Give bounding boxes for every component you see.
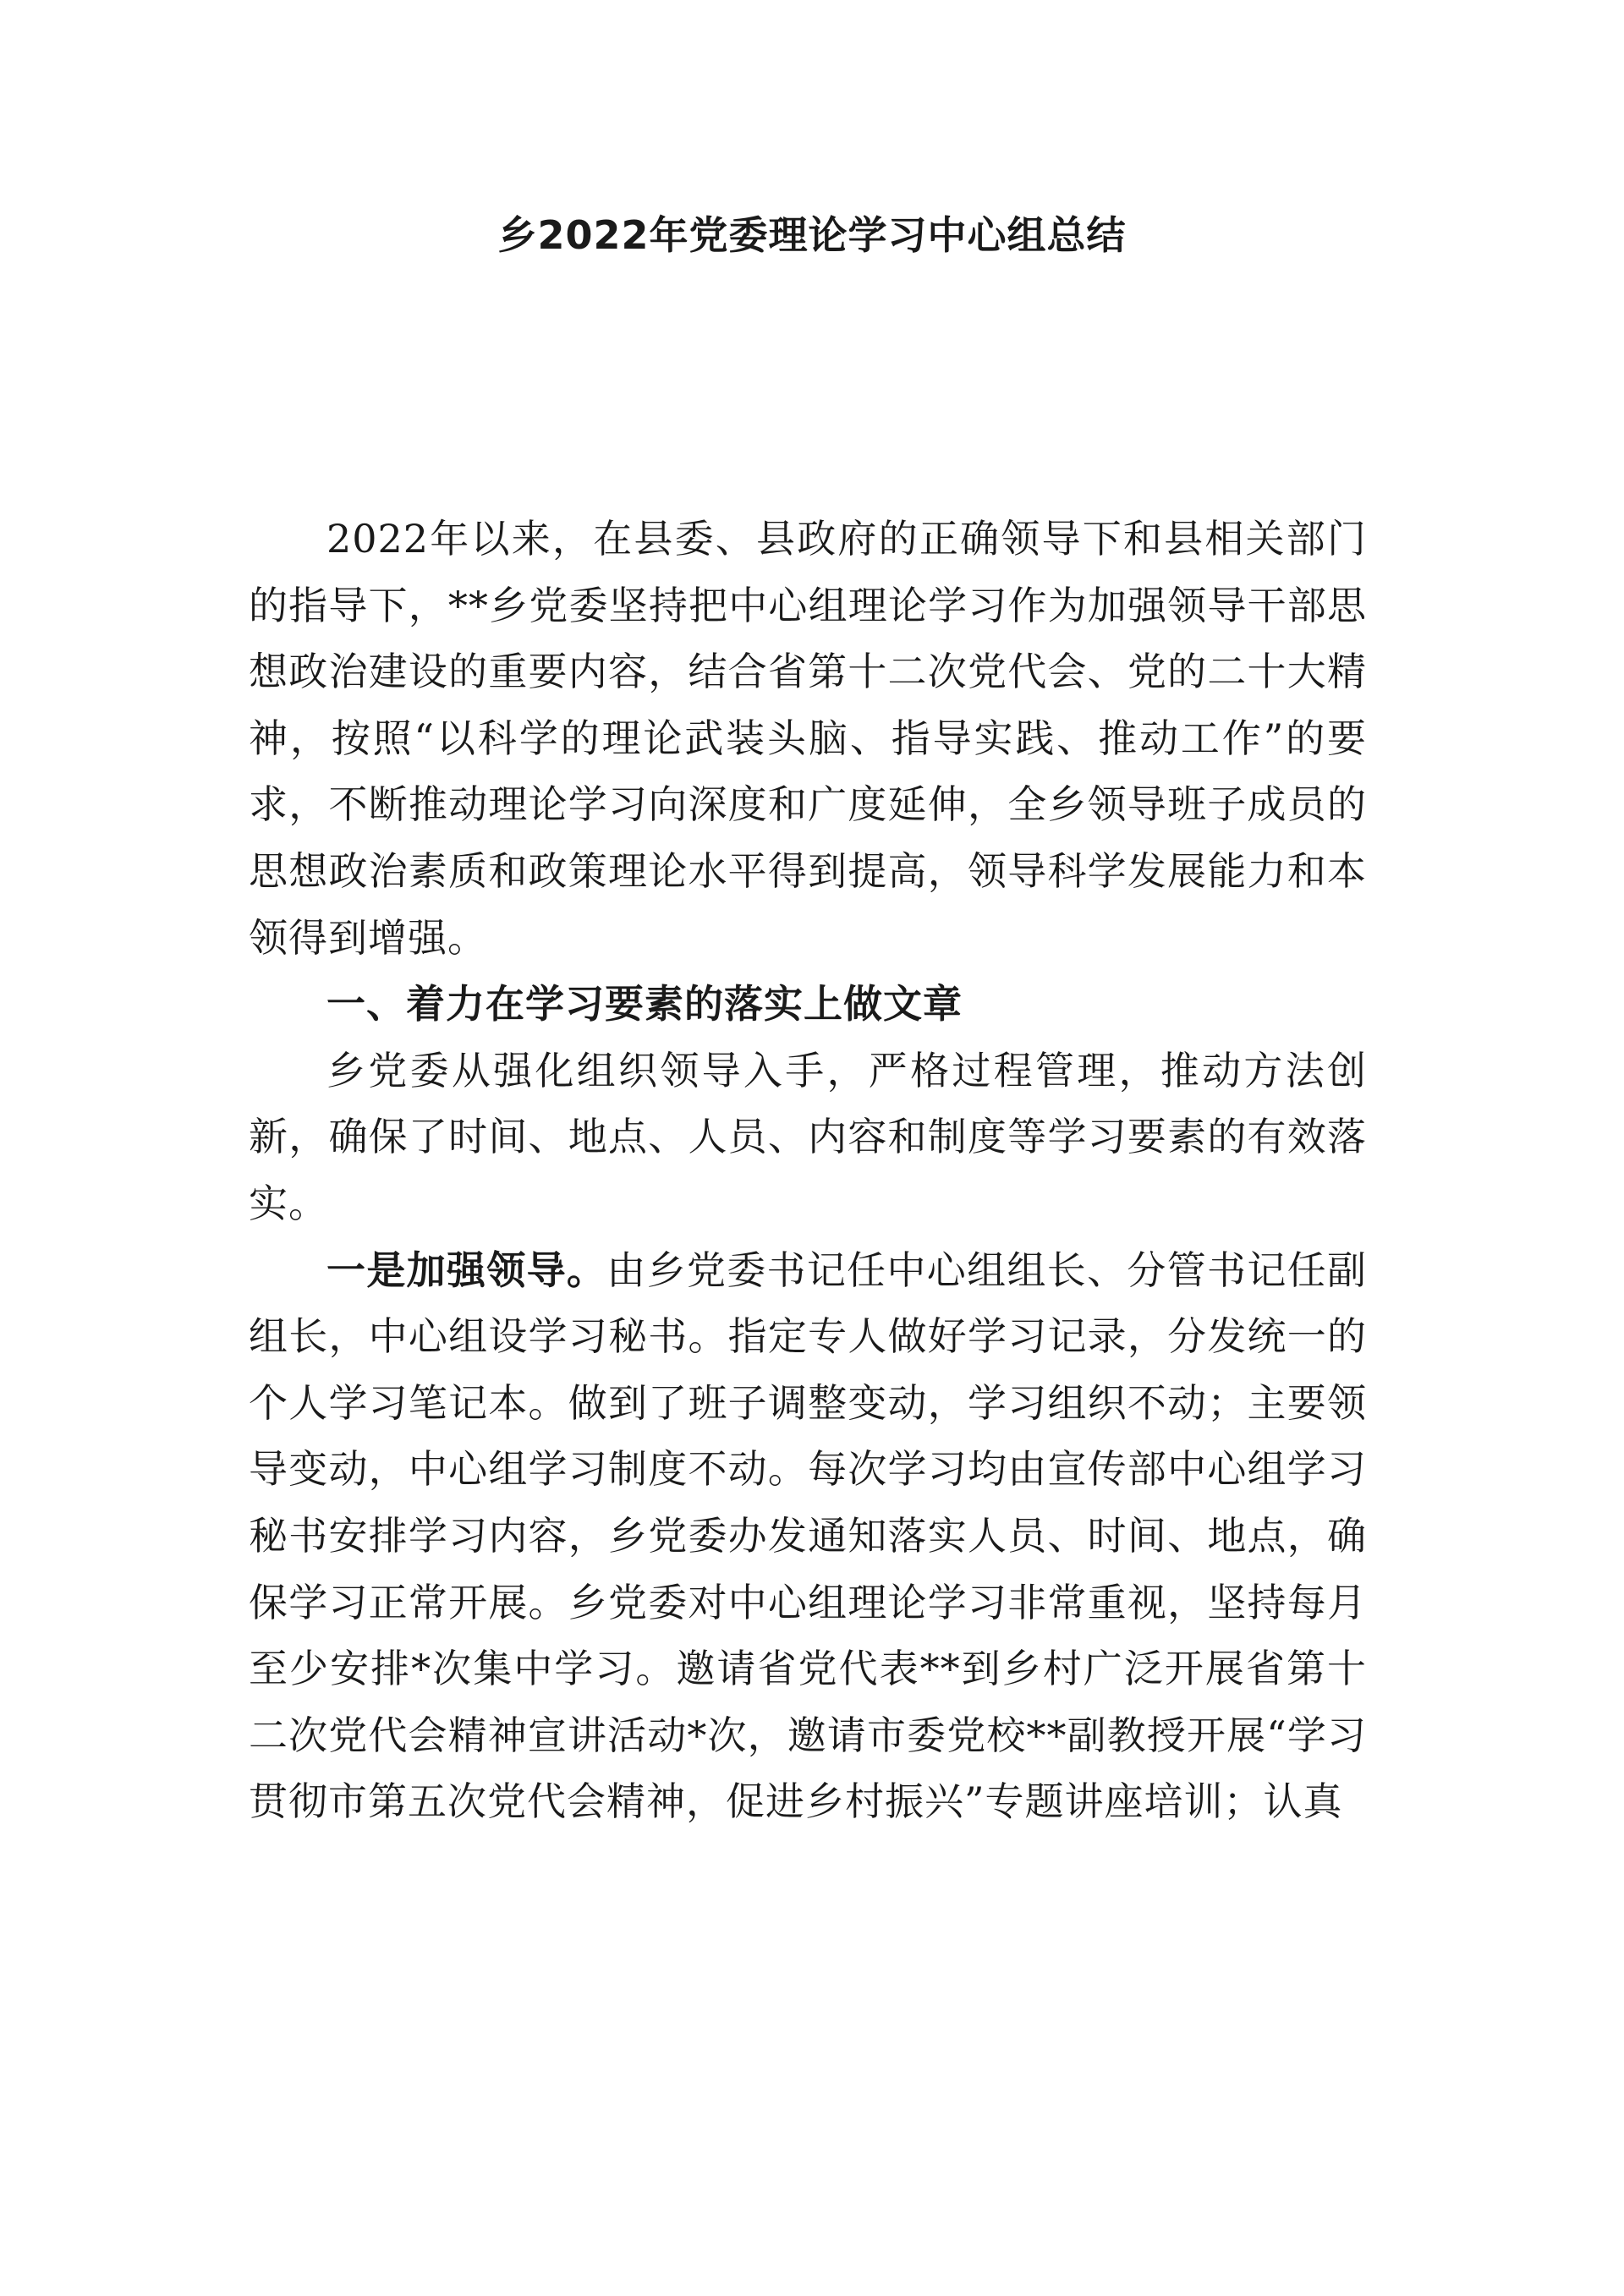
point-lead-text: 一是加强领导。 xyxy=(326,1247,607,1293)
section-intro-paragraph: 乡党委从强化组织领导入手，严格过程管理，推动方法创新，确保了时间、地点、人员、内容和制度等学习要素的有效落实。 xyxy=(249,1047,1367,1226)
point-paragraph xyxy=(249,1237,1367,1835)
document-body xyxy=(249,506,1367,1835)
section-heading: 一、着力在学习要素的落实上做文章 xyxy=(326,981,963,1027)
intro-paragraph: 2022年以来，在县委、县政府的正确领导下和县相关部门的指导下，**乡党委坚持把中心组理论学习作为加强领导干部思想政治建设的重要内容，结合省第十二次党代会、党的二十大精神，按照“以科学的理论武装头脑、指导实践、推动工作”的要求，不断推动理论学习向深度和广度延伸，全乡领导班子成员的思想政治素质和政策理论水平得到提高，领导科学发展能力和本领得到增强。 xyxy=(249,516,1367,961)
point-body-text: 由乡党委书记任中心组组长、分管书记任副组长，中心组设学习秘书。指定专人做好学习记录，分发统一的个人学习笔记本。做到了班子调整变动，学习组织不动；主要领导变动，中心组学习制度不动。每次学习均由宣传部中心组学习秘书安排学习内容，乡党委办发通知落实人员、时间、地点，确保学习正常开展。乡党委对中心组理论学习非常重视，坚持每月至少安排*次集中学习。邀请省党代表**到乡村广泛开展省第十二次党代会精神宣讲活动*次，邀请市委党校**副教授开展“学习贯彻市第五次党代会精神，促进乡村振兴”专题讲座培训；认真 xyxy=(249,1247,1368,1825)
document-title: 乡2022年党委理论学习中心组总结 xyxy=(497,212,1127,258)
